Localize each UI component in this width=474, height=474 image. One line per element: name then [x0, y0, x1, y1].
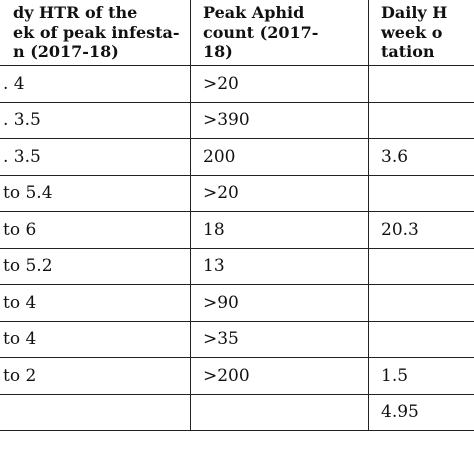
table-row: [0, 102, 474, 139]
cell-htr-range: . 3.5: [0, 139, 191, 176]
cell-peak-count: 200: [191, 139, 369, 176]
cell-daily-htr: [369, 175, 474, 212]
cell-daily-htr: 1.5: [369, 358, 474, 395]
cell-peak-count: >35: [191, 321, 369, 358]
header-line: dy HTR of the: [13, 3, 138, 22]
table-row: [0, 285, 474, 322]
cell-peak-count: 13: [191, 248, 369, 285]
header-line: tation: [381, 42, 435, 61]
header-line: 18): [203, 42, 233, 61]
cell-peak-count: [191, 394, 369, 431]
header-line: count (2017-: [203, 22, 319, 42]
cell-daily-htr: [369, 248, 474, 285]
cell-daily-htr: [369, 66, 474, 103]
cell-htr-range: to 4: [0, 285, 191, 322]
cell-peak-count: >20: [191, 175, 369, 212]
cell-htr-range: to 5.2: [0, 248, 191, 285]
header-row: [0, 0, 474, 66]
cell-htr-range: [0, 394, 191, 431]
cell-peak-count: >390: [191, 102, 369, 139]
table-row: [0, 358, 474, 395]
cell-daily-htr: [369, 102, 474, 139]
header-line: ek of peak infesta-: [13, 22, 180, 42]
cell-daily-htr: 3.6: [369, 139, 474, 176]
cell-htr-range: to 6: [0, 212, 191, 249]
table-row: [0, 139, 474, 176]
cell-htr-range: . 3.5: [0, 102, 191, 139]
table-row: [0, 212, 474, 249]
cell-peak-count: >20: [191, 66, 369, 103]
table-row: [0, 175, 474, 212]
cell-daily-htr: [369, 321, 474, 358]
table-row: [0, 394, 474, 431]
cell-peak-count: >200: [191, 358, 369, 395]
cell-htr-range: to 2: [0, 358, 191, 395]
cell-daily-htr: [369, 285, 474, 322]
cell-htr-range: to 4: [0, 321, 191, 358]
cell-peak-count: >90: [191, 285, 369, 322]
header-line: week o: [381, 22, 443, 42]
cell-daily-htr: 20.3: [369, 212, 474, 249]
cell-htr-range: . 4: [0, 66, 191, 103]
table-row: [0, 248, 474, 285]
header-line: Peak Aphid: [203, 3, 305, 22]
header-line: n (2017-18): [13, 42, 119, 61]
cell-daily-htr: 4.95: [369, 394, 474, 431]
header-htr-peak-week: [0, 0, 191, 66]
cell-htr-range: to 5.4: [0, 175, 191, 212]
header-daily-htr-week: [369, 0, 474, 66]
table-row: [0, 321, 474, 358]
table-row: [0, 66, 474, 103]
header-peak-aphid-count: [191, 0, 369, 66]
header-line: Daily H: [381, 3, 448, 22]
cell-peak-count: 18: [191, 212, 369, 249]
